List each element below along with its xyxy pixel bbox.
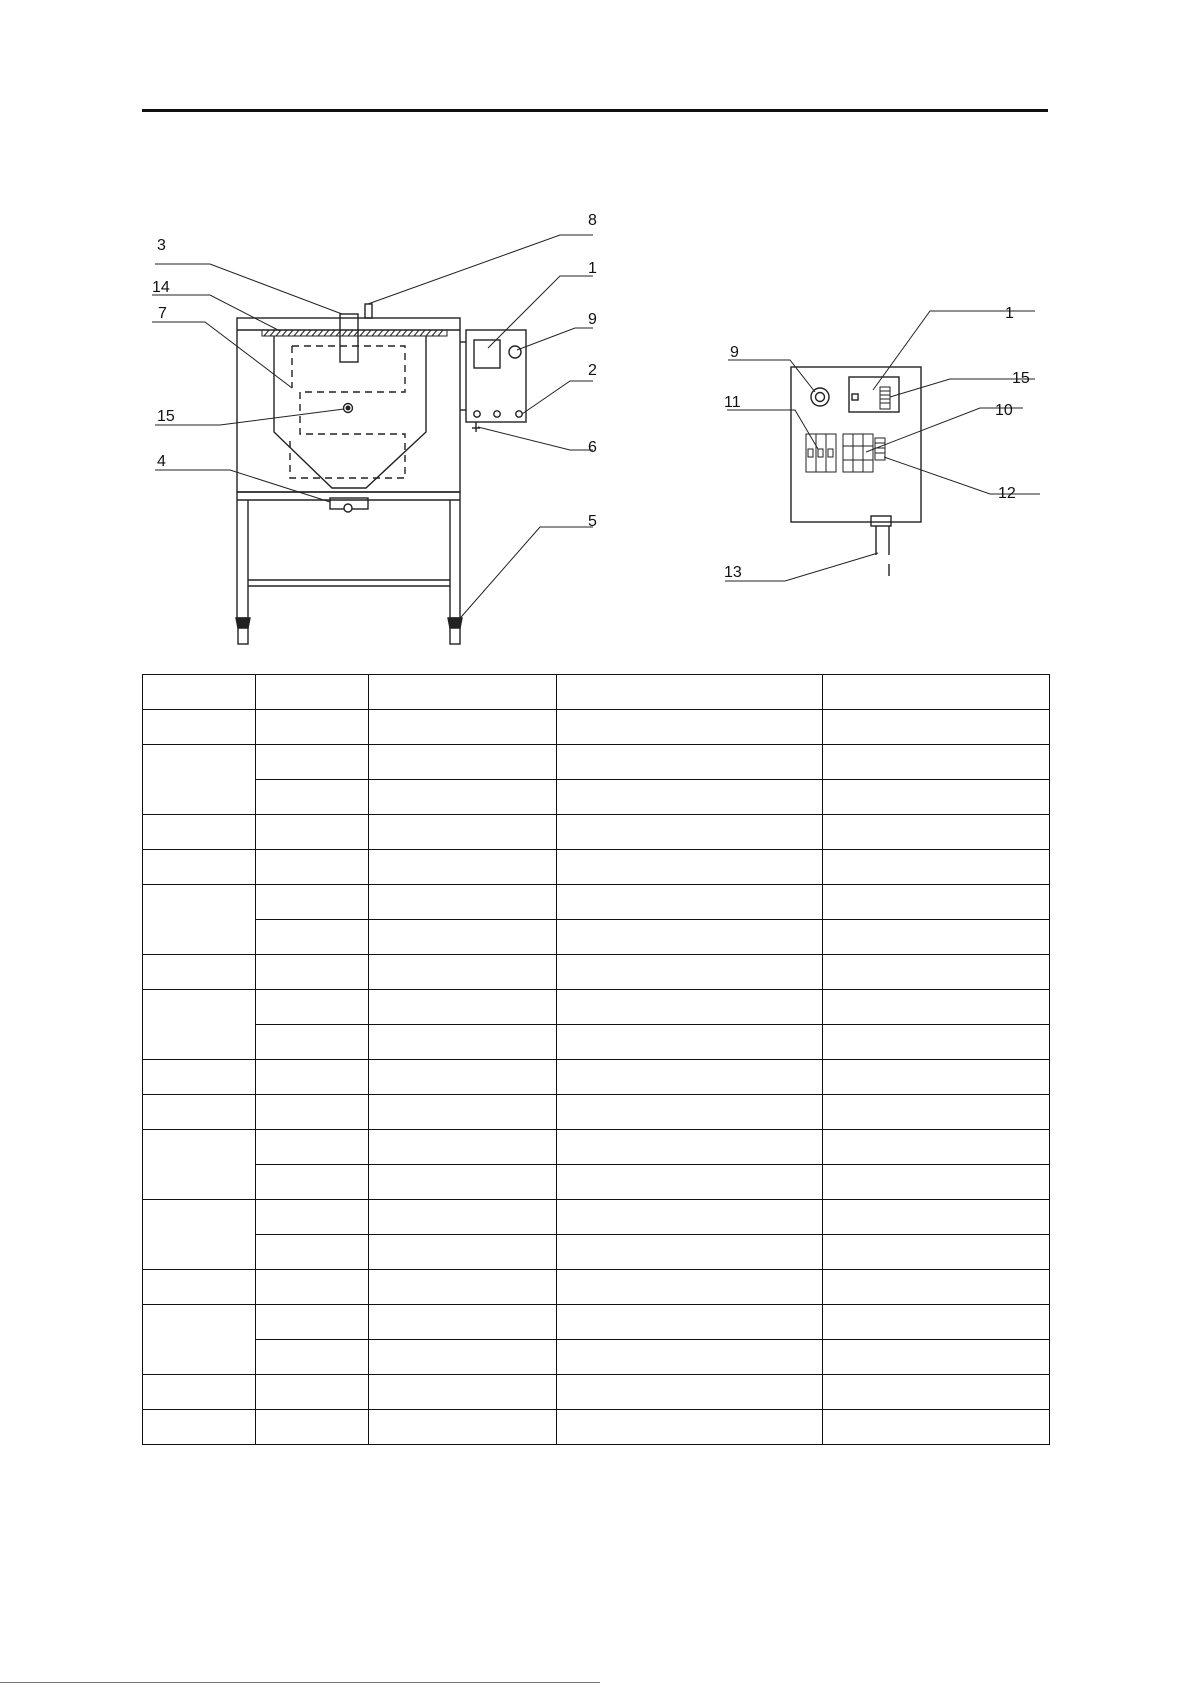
table-row [143, 1165, 1050, 1200]
table-cell [557, 1095, 823, 1130]
table-cell [256, 1200, 369, 1235]
table-row [143, 745, 1050, 780]
table-row [143, 1235, 1050, 1270]
table-cell [557, 1375, 823, 1410]
table-cell [369, 1200, 557, 1235]
callout-6: 6 [588, 439, 597, 456]
table-cell [369, 1270, 557, 1305]
table-cell [557, 1130, 823, 1165]
front-leaders [152, 235, 593, 624]
table-cell [143, 1305, 256, 1375]
table-cell [256, 990, 369, 1025]
callout-11: 11 [724, 394, 741, 411]
callout-4: 4 [157, 453, 166, 470]
table-cell [369, 1340, 557, 1375]
callout-15: 15 [1012, 370, 1030, 387]
equipment-drawing [0, 0, 1191, 670]
cable-gland [871, 516, 891, 576]
table-cell [557, 990, 823, 1025]
terminal-block-15 [880, 387, 890, 409]
table-cell [369, 955, 557, 990]
table-cell [823, 850, 1050, 885]
table-cell [557, 1270, 823, 1305]
table-cell [256, 955, 369, 990]
breakers [806, 434, 836, 472]
top-connector [340, 314, 358, 362]
table-cell [143, 745, 256, 815]
table-cell [256, 1025, 369, 1060]
table-row [143, 1060, 1050, 1095]
table-cell [256, 710, 369, 745]
table-row [143, 1340, 1050, 1375]
front-view [152, 235, 593, 644]
table-cell [256, 1130, 369, 1165]
top-fitting [365, 304, 372, 318]
table-cell [256, 675, 369, 710]
table-cell [823, 815, 1050, 850]
table-row [143, 675, 1050, 710]
callout-15: 15 [157, 408, 175, 425]
table-cell [823, 1305, 1050, 1340]
table-cell [256, 1410, 369, 1445]
table-cell [823, 990, 1050, 1025]
table-cell [369, 920, 557, 955]
table-cell [823, 1060, 1050, 1095]
heater-strip [262, 330, 447, 336]
callout-9: 9 [588, 311, 597, 328]
table-cell [557, 885, 823, 920]
table-cell [823, 955, 1050, 990]
parts-table-body [143, 675, 1050, 1445]
table-cell [369, 745, 557, 780]
table-cell [369, 885, 557, 920]
table-cell [823, 1200, 1050, 1235]
panel-view [725, 311, 1040, 581]
table-row [143, 885, 1050, 920]
table-cell [143, 1130, 256, 1200]
table-row [143, 850, 1050, 885]
table-cell [256, 780, 369, 815]
table-cell [369, 1025, 557, 1060]
table-cell [557, 745, 823, 780]
table-cell [557, 710, 823, 745]
table-row [143, 1410, 1050, 1445]
table-row [143, 780, 1050, 815]
table-cell [557, 850, 823, 885]
table-cell [256, 1060, 369, 1095]
table-cell [823, 1130, 1050, 1165]
table-cell [143, 1095, 256, 1130]
display-window [474, 340, 500, 368]
table-cell [823, 675, 1050, 710]
table-cell [143, 1410, 256, 1445]
callout-12: 12 [998, 485, 1016, 502]
table-cell [823, 710, 1050, 745]
table-cell [557, 1200, 823, 1235]
table-cell [557, 1340, 823, 1375]
stand [236, 492, 462, 644]
table-cell [256, 745, 369, 780]
table-cell [143, 955, 256, 990]
callout-7: 7 [158, 305, 167, 322]
table-cell [143, 850, 256, 885]
table-cell [256, 1270, 369, 1305]
callout-1: 1 [588, 260, 597, 277]
table-cell [557, 920, 823, 955]
bottom-rule [0, 1682, 600, 1683]
table-cell [369, 1060, 557, 1095]
table-cell [557, 675, 823, 710]
table-row [143, 1130, 1050, 1165]
gauge [509, 346, 521, 358]
table-cell [369, 1375, 557, 1410]
table-cell [256, 1095, 369, 1130]
table-cell [823, 920, 1050, 955]
callout-1: 1 [1005, 305, 1014, 322]
callout-8: 8 [588, 212, 597, 229]
callout-2: 2 [588, 362, 597, 379]
table-cell [143, 710, 256, 745]
table-cell [557, 1165, 823, 1200]
callout-13: 13 [724, 564, 742, 581]
table-cell [369, 710, 557, 745]
indicator-lamp [516, 411, 522, 417]
table-cell [369, 1165, 557, 1200]
table-cell [369, 675, 557, 710]
callout-3: 3 [157, 237, 166, 254]
table-cell [823, 1410, 1050, 1445]
side-control-box [460, 330, 526, 432]
table-cell [557, 1410, 823, 1445]
table-cell [369, 780, 557, 815]
table-cell [557, 1235, 823, 1270]
table-cell [256, 1305, 369, 1340]
table-cell [557, 780, 823, 815]
table-row [143, 1375, 1050, 1410]
panel-leaders [725, 311, 1040, 581]
table-cell [369, 815, 557, 850]
relays [843, 434, 873, 472]
table-cell [823, 1340, 1050, 1375]
table-cell [823, 1095, 1050, 1130]
table-cell [143, 885, 256, 955]
table-cell [369, 990, 557, 1025]
table-cell [823, 885, 1050, 920]
table-cell [823, 1375, 1050, 1410]
control-panel [791, 367, 921, 522]
table-cell [557, 955, 823, 990]
table-cell [369, 850, 557, 885]
table-cell [823, 745, 1050, 780]
callout-10: 10 [995, 402, 1013, 419]
terminals [875, 438, 885, 460]
table-cell [823, 1165, 1050, 1200]
table-cell [823, 1025, 1050, 1060]
table-cell [369, 1130, 557, 1165]
table-cell [256, 1340, 369, 1375]
table-row [143, 1270, 1050, 1305]
table-cell [143, 1270, 256, 1305]
table-cell [557, 1305, 823, 1340]
table-row [143, 920, 1050, 955]
callout-14: 14 [152, 279, 170, 296]
table-cell [823, 1235, 1050, 1270]
table-cell [143, 675, 256, 710]
table-cell [143, 990, 256, 1060]
table-cell [369, 1095, 557, 1130]
table-cell [557, 1025, 823, 1060]
table-cell [369, 1235, 557, 1270]
table-cell [143, 1375, 256, 1410]
table-row [143, 1095, 1050, 1130]
table-cell [557, 815, 823, 850]
callout-9: 9 [730, 344, 739, 361]
table-cell [143, 815, 256, 850]
table-cell [369, 1305, 557, 1340]
table-cell [256, 815, 369, 850]
table-row [143, 1025, 1050, 1060]
table-cell [256, 885, 369, 920]
table-cell [143, 1060, 256, 1095]
table-cell [256, 1375, 369, 1410]
callout-5: 5 [588, 513, 597, 530]
table-row [143, 1305, 1050, 1340]
table-row [143, 1200, 1050, 1235]
table-cell [256, 850, 369, 885]
table-cell [256, 1235, 369, 1270]
table-cell [369, 1410, 557, 1445]
table-row [143, 990, 1050, 1025]
table-row [143, 955, 1050, 990]
table-cell [256, 1165, 369, 1200]
table-cell [256, 920, 369, 955]
table-row [143, 710, 1050, 745]
parts-table [142, 674, 1050, 1445]
table-cell [557, 1060, 823, 1095]
table-cell [143, 1200, 256, 1270]
table-cell [823, 1270, 1050, 1305]
table-row [143, 815, 1050, 850]
table-cell [823, 780, 1050, 815]
